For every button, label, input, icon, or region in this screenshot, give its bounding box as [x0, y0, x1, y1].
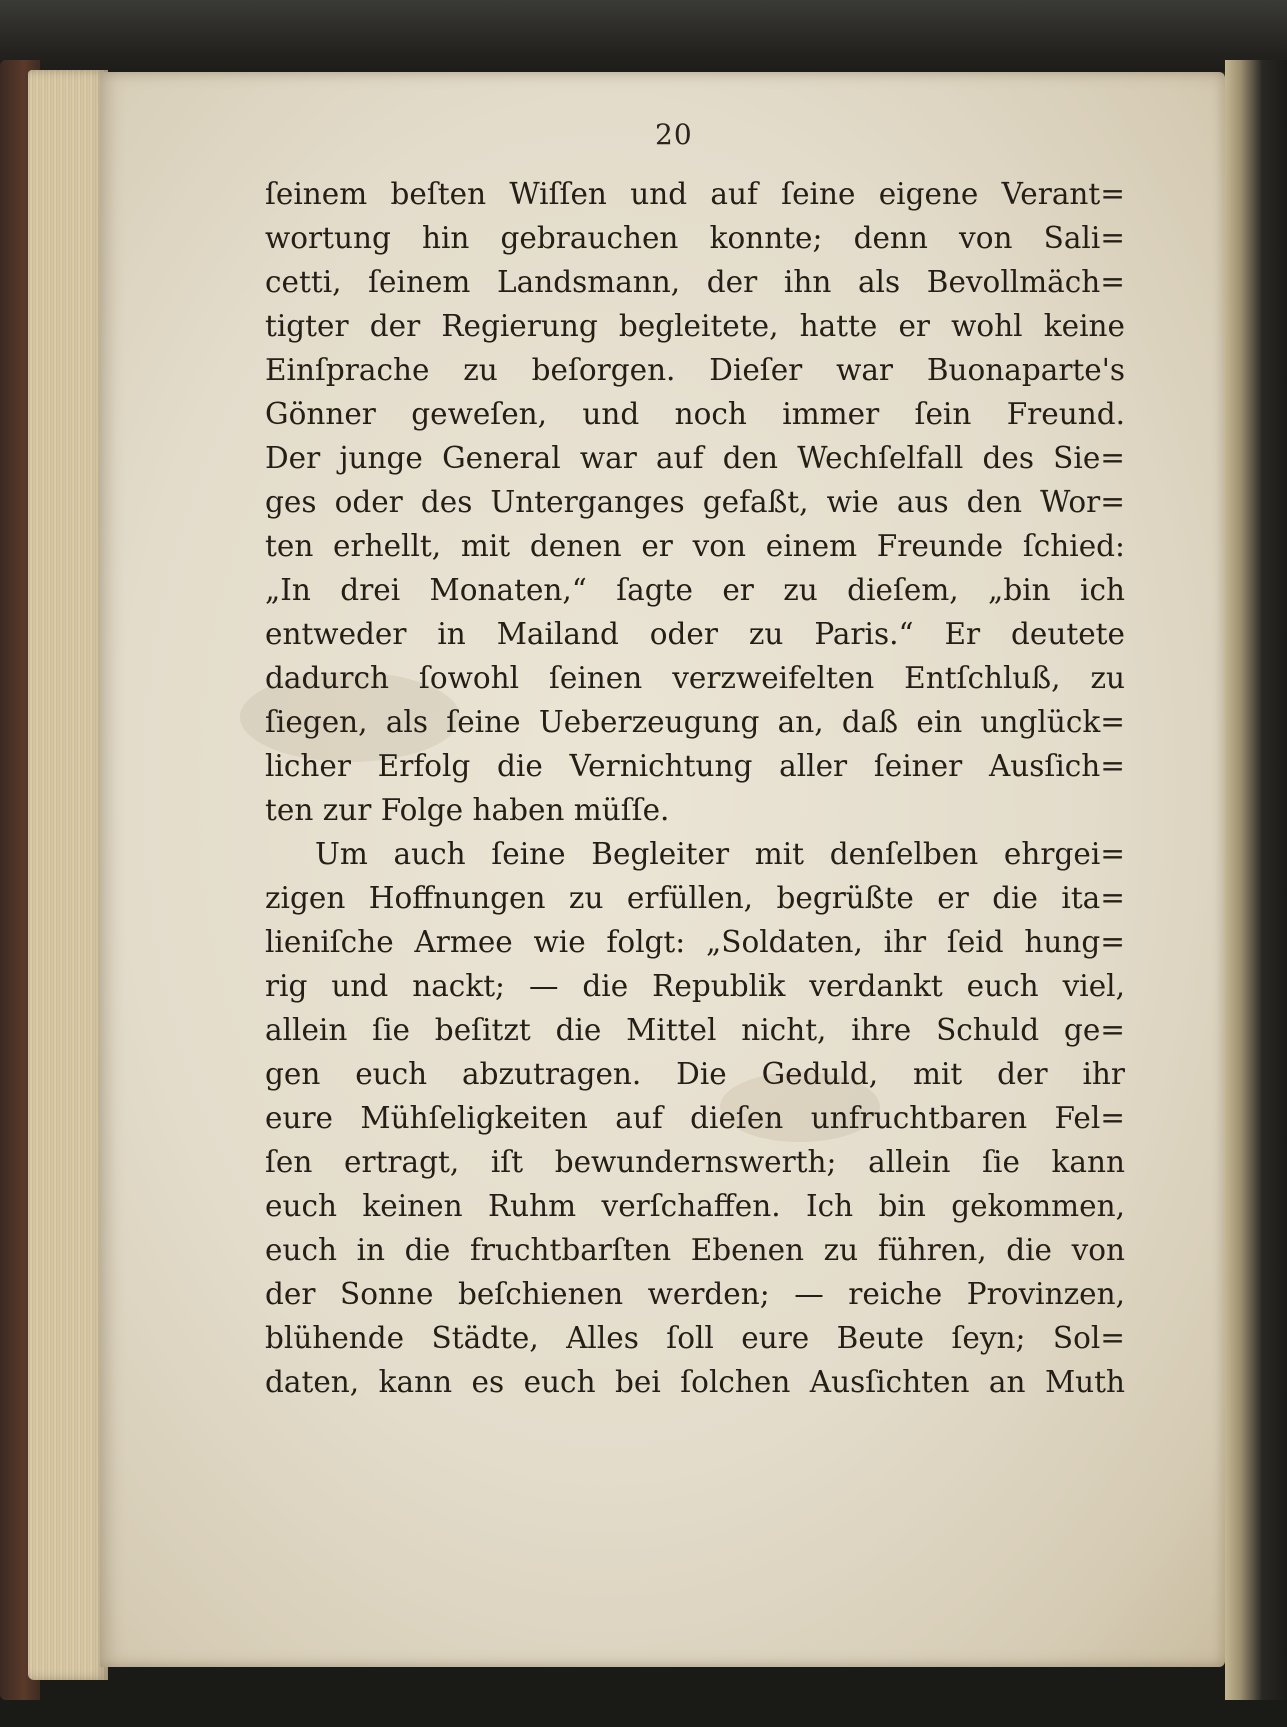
text-line: ſeinem beſten Wiſſen und auf ſeine eigene Verant=	[265, 177, 1125, 211]
text-line: blühende Städte, Alles ſoll eure Beute ſeyn; Sol=	[265, 1321, 1125, 1355]
text-line: Einſprache zu beſorgen. Dieſer war Buonaparte's	[265, 353, 1125, 387]
book-top-edge	[0, 0, 1287, 72]
text-line: ten erhellt, mit denen er von einem Freunde ſchied:	[265, 529, 1125, 563]
text-line: der Sonne beſchienen werden; — reiche Provinzen,	[265, 1277, 1125, 1311]
text-line: wortung hin gebrauchen konnte; denn von Sali=	[265, 221, 1125, 255]
text-line: zigen Hoffnungen zu erfüllen, begrüßte er die ita=	[265, 881, 1125, 915]
text-line: ten zur Folge haben müſſe.	[265, 793, 670, 827]
page-number: 20	[655, 118, 693, 151]
text-line: ſen ertragt, iſt bewundernswerth; allein ſie kann	[265, 1145, 1125, 1179]
text-line: euch in die fruchtbarſten Ebenen zu führen, die von	[265, 1233, 1125, 1267]
text-line: tigter der Regierung begleitete, hatte er wohl keine	[265, 309, 1125, 343]
text-line: Um auch ſeine Begleiter mit denſelben ehrgei=	[315, 837, 1125, 871]
text-line: gen euch abzutragen. Die Geduld, mit der ihr	[265, 1057, 1125, 1091]
text-line: rig und nackt; — die Republik verdankt euch viel,	[265, 969, 1125, 1003]
text-line: „In drei Monaten,“ ſagte er zu dieſem, „bin ich	[265, 573, 1125, 607]
text-line: Der junge General war auf den Wechſelfall des Sie=	[265, 441, 1125, 475]
text-line: licher Erfolg die Vernichtung aller ſeiner Ausſich=	[265, 749, 1125, 783]
text-line: dadurch ſowohl ſeinen verzweifelten Entſchluß, zu	[265, 661, 1125, 695]
text-line: entweder in Mailand oder zu Paris.“ Er deutete	[265, 617, 1125, 651]
text-line: eure Mühſeligkeiten auf dieſen unfruchtbaren Fel=	[265, 1101, 1125, 1135]
text-line: allein ſie beſitzt die Mittel nicht, ihre Schuld ge=	[265, 1013, 1125, 1047]
page-text	[265, 172, 1125, 1404]
text-line: euch keinen Ruhm verſchaffen. Ich bin gekommen,	[265, 1189, 1125, 1223]
page-edges	[28, 70, 108, 1680]
text-line: lieniſche Armee wie folgt: „Soldaten, ihr ſeid hung=	[265, 925, 1125, 959]
book-gutter-right	[1225, 60, 1287, 1700]
text-line: cetti, ſeinem Landsmann, der ihn als Bevollmäch=	[265, 265, 1125, 299]
text-line: ges oder des Unterganges gefaßt, wie aus den Wor=	[265, 485, 1125, 519]
text-line: ſiegen, als ſeine Ueberzeugung an, daß ein unglück=	[265, 705, 1125, 739]
text-line: Gönner geweſen, und noch immer ſein Freund.	[265, 397, 1125, 431]
text-line: daten, kann es euch bei ſolchen Ausſichten an Muth	[265, 1365, 1125, 1399]
